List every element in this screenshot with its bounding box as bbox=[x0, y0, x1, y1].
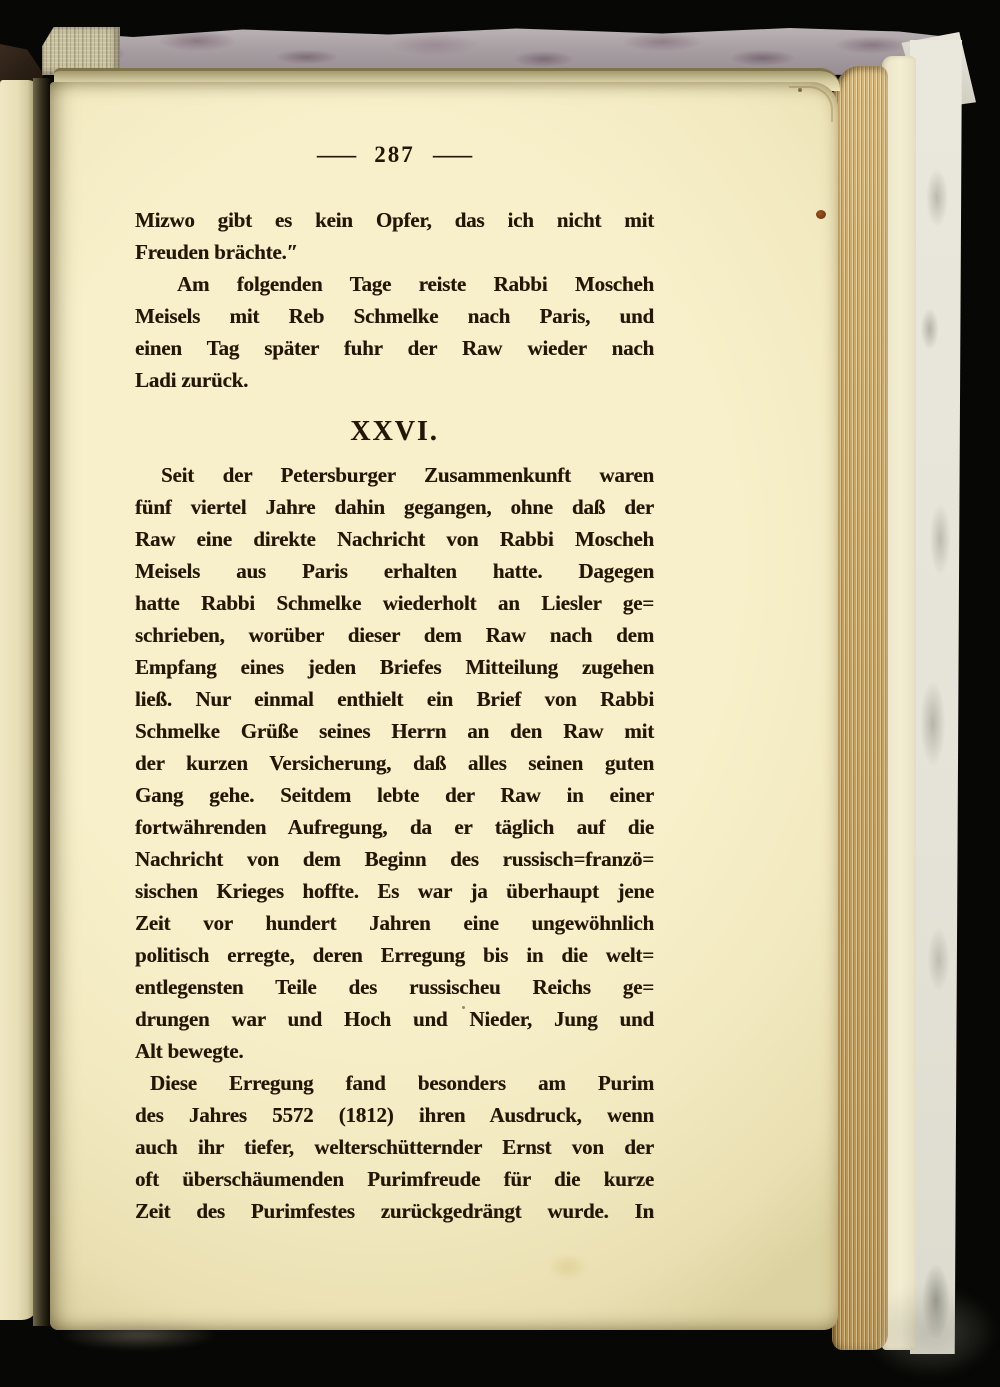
text-line: auch ihr tiefer, welterschütternder Ernst von der bbox=[135, 1135, 654, 1159]
page-block-fore-edge bbox=[832, 66, 888, 1350]
text-line: hatte Rabbi Schmelke wiederholt an Liesler ge= bbox=[135, 591, 654, 615]
ink-speck bbox=[798, 88, 802, 92]
text-line: Am folgenden Tage reiste Rabbi Moscheh bbox=[177, 272, 654, 296]
text-line: fünf viertel Jahre dahin gegangen, ohne daß der bbox=[135, 495, 654, 519]
text-line: fortwährenden Aufregung, da er täglich auf die bbox=[135, 815, 654, 839]
text-line: entlegensten Teile des russischeu Reichs ge= bbox=[135, 975, 654, 999]
page-header bbox=[135, 142, 654, 168]
text-line: Gang gehe. Seitdem lebte der Raw in einer bbox=[135, 783, 654, 807]
text-line: Nachricht von dem Beginn des russisch=franzö= bbox=[135, 847, 654, 871]
text-line: Alt bewegte. bbox=[135, 1039, 244, 1063]
text-line: Zeit des Purimfestes zurückgedrängt wurde. In bbox=[135, 1199, 654, 1223]
cover-right-edge bbox=[910, 40, 962, 1354]
header-dash-left: — bbox=[317, 142, 357, 167]
text-line: sischen Krieges hoffte. Es war ja überhaupt jene bbox=[135, 879, 654, 903]
text-line: der kurzen Versicherung, daß alles seinen guten bbox=[135, 751, 654, 775]
text-line: einen Tag später fuhr der Raw wieder nach bbox=[135, 336, 654, 360]
text-line: politisch erregte, deren Erregung bis in die welt= bbox=[135, 943, 654, 967]
text-line: Diese Erregung fand besonders am Purim bbox=[150, 1071, 654, 1095]
paragraph-petersburg bbox=[135, 459, 654, 1067]
text-line: Freuden brächte.″ bbox=[135, 240, 298, 264]
text-line: schrieben, worüber dieser dem Raw nach dem bbox=[135, 623, 654, 647]
book-page bbox=[50, 82, 838, 1330]
text-line: Meisels mit Reb Schmelke nach Paris, und bbox=[135, 304, 654, 328]
text-line: Raw eine direkte Nachricht von Rabbi Moscheh bbox=[135, 527, 654, 551]
text-line: Meisels aus Paris erhalten hatte. Dagegen bbox=[135, 559, 654, 583]
text-line: Seit der Petersburger Zusammenkunft waren bbox=[161, 463, 654, 487]
page-number: 287 bbox=[374, 142, 415, 167]
paragraph-continuation bbox=[135, 204, 654, 268]
text-line: Zeit vor hundert Jahren eine ungewöhnlich bbox=[135, 911, 654, 935]
paper-stain bbox=[548, 1254, 588, 1280]
text-line: oft überschäumenden Purimfreude für die kurze bbox=[135, 1167, 654, 1191]
header-dash-right: — bbox=[432, 142, 472, 167]
text-line: Schmelke Grüße seines Herrn an den Raw mit bbox=[135, 719, 654, 743]
chapter-number-heading: XXVI. bbox=[350, 416, 439, 447]
text-line: Empfang eines jeden Briefes Mitteilung zugehen bbox=[135, 655, 654, 679]
text-line: Ladi zurück. bbox=[135, 368, 249, 392]
foxing-spot bbox=[816, 210, 826, 219]
text-line: ließ. Nur einmal enthielt ein Brief von Rabbi bbox=[135, 687, 654, 711]
text-line: Mizwo gibt es kein Opfer, das ich nicht mit bbox=[135, 208, 654, 232]
corner-shadow-bottom-left bbox=[58, 1320, 218, 1350]
corner-shadow-bottom-right bbox=[864, 1286, 998, 1378]
text-line: des Jahres 5572 (1812) ihren Ausdruck, wenn bbox=[135, 1103, 654, 1127]
text-line: drungen war und Hoch und Nieder, Jung und bbox=[135, 1007, 654, 1031]
paragraph-purim bbox=[135, 1067, 654, 1227]
text-block bbox=[135, 204, 654, 1227]
paragraph-departure bbox=[135, 268, 654, 396]
